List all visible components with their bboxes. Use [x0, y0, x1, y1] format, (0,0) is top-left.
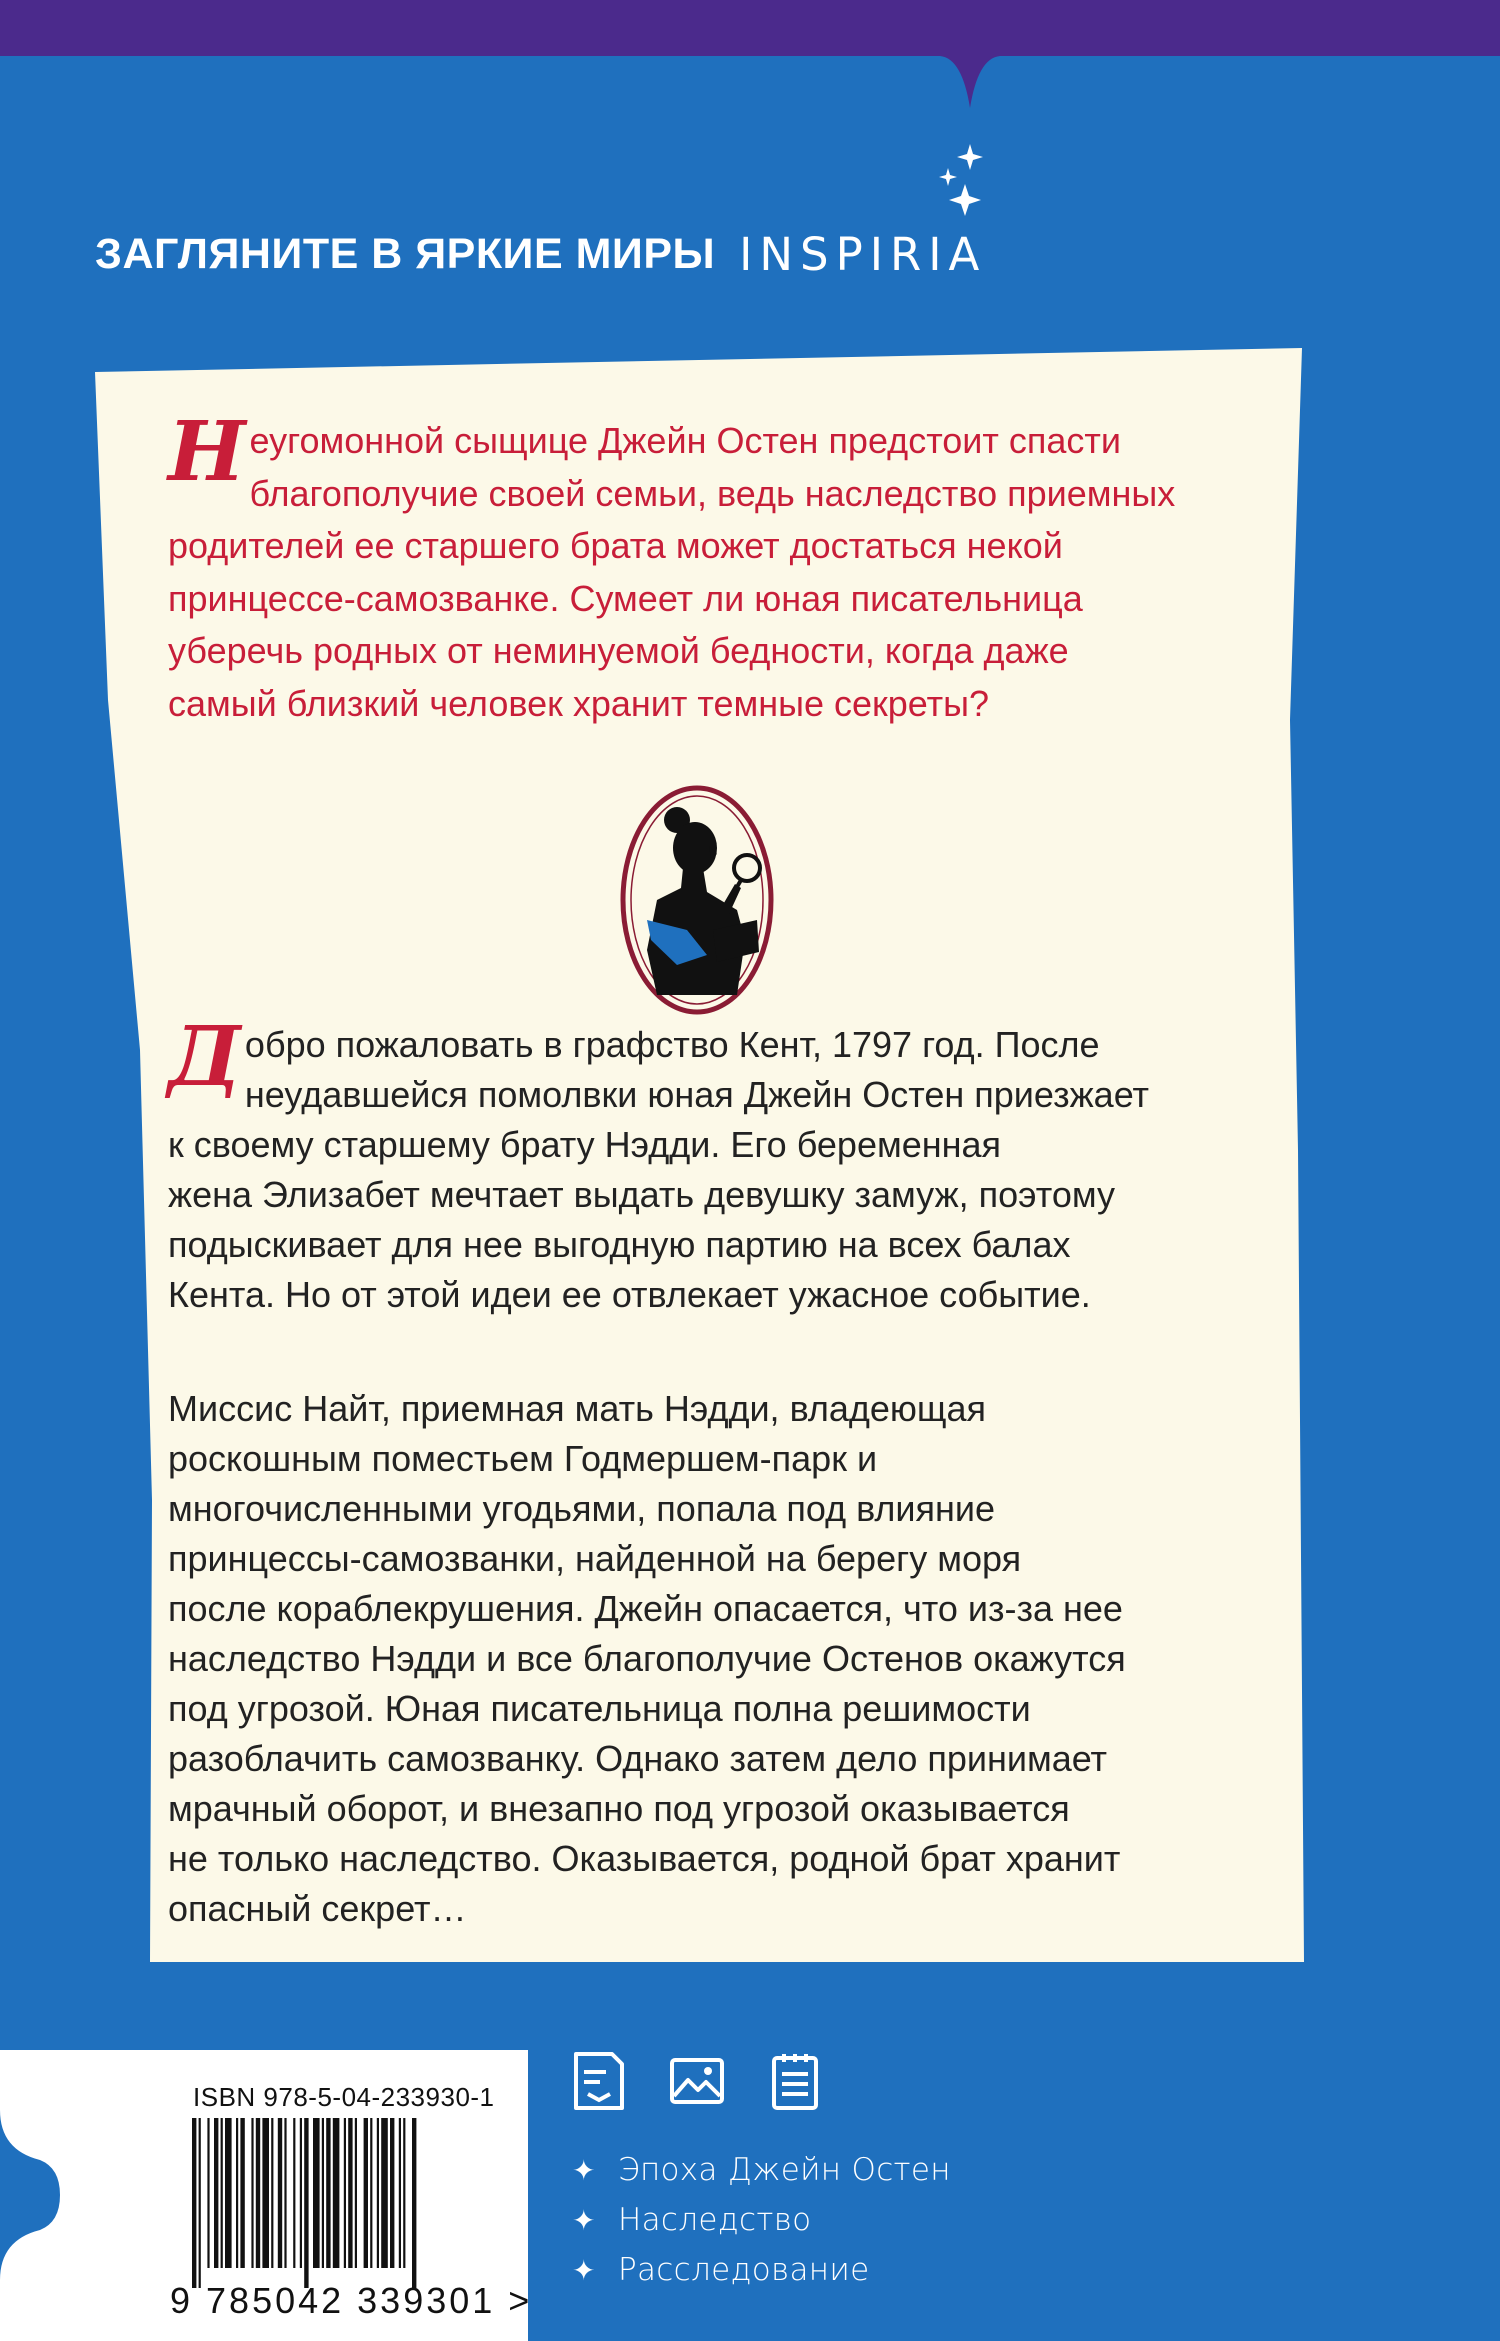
intro-line: обро пожаловать в графство Кент, 1797 год. После [244, 1024, 1100, 1065]
format-icons [570, 2050, 824, 2112]
tag-item [572, 2195, 951, 2245]
plot-line: опасный секрет… [168, 1888, 467, 1929]
plot-line: мрачный оборот, и внезапно под угрозой оказывается [168, 1788, 1070, 1829]
ebook-icon [570, 2050, 628, 2112]
tag-label: Эпоха Джейн Остен [618, 2152, 951, 2188]
intro-line: жена Элизабет мечтает выдать девушку замуж, поэтому [168, 1174, 1116, 1215]
plot-line: роскошным поместьем Годмершем-парк и [168, 1438, 878, 1479]
plot-line: разоблачить самозванку. Однако затем дело принимает [168, 1738, 1108, 1779]
tag-list [572, 2145, 951, 2295]
lead-line: благополучие своей семьи, ведь наследство приемных [249, 472, 1176, 514]
plot-line: многочисленными угодьями, попала под влияние [168, 1488, 996, 1529]
lead-line: родителей ее старшего брата может достаться некой [168, 525, 1063, 566]
tag-label: Расследование [618, 2252, 870, 2288]
image-icon [668, 2050, 726, 2112]
intro-line: подыскивает для нее выгодную партию на всех балах [168, 1224, 1071, 1265]
plot-line: после кораблекрушения. Джейн опасается, что из-за нее [168, 1588, 1123, 1629]
detective-silhouette-cameo-icon [617, 780, 777, 1020]
barcode-digits: 9 785042 339301 > [170, 2280, 533, 2321]
star-icon: ✦ [572, 2204, 596, 2236]
tag-label: Наследство [618, 2202, 812, 2238]
series-title: ЗАГЛЯНИТЕ В ЯРКИЕ МИРЫ [95, 229, 716, 278]
checklist-icon [766, 2050, 824, 2112]
lead-line: принцессе-самозванке. Сумеет ли юная писательница [168, 577, 1083, 619]
intro-line: Кента. Но от этой идеи ее отвлекает ужасное событие. [168, 1274, 1091, 1315]
intro-dropcap: Д [168, 1009, 241, 1105]
plot-line: принцессы-самозванки, найденной на берегу моря [168, 1538, 1022, 1579]
plot-line: не только наследство. Оказывается, родной брат хранит [168, 1838, 1121, 1879]
plot-paragraph [168, 1384, 1248, 1934]
tag-item [572, 2145, 951, 2195]
barcode [190, 2118, 500, 2293]
star-icon: ✦ [572, 2254, 596, 2286]
intro-line: к своему старшему брату Нэдди. Его беременная [168, 1124, 1002, 1165]
intro-line: неудавшейся помолвки юная Джейн Остен приезжает [244, 1074, 1150, 1115]
plot-line: под угрозой. Юная писательница полна решимости [168, 1688, 1031, 1729]
lead-line: самый близкий человек хранит темные секреты? [168, 682, 990, 724]
lead-paragraph [168, 404, 1248, 730]
star-icon: ✦ [572, 2154, 596, 2186]
isbn-label: ISBN 978-5-04-233930-1 [193, 2082, 495, 2112]
lead-line: уберечь родных от неминуемой бедности, когда даже [168, 630, 1069, 671]
series-brand: INSPIRIA [739, 227, 987, 281]
plot-line: Миссис Найт, приемная мать Нэдди, владеющая [168, 1388, 987, 1429]
intro-paragraph [168, 1009, 1248, 1320]
lead-dropcap: Н [168, 404, 246, 500]
lead-line: еугомонной сыщице Джейн Остен предстоит спасти [249, 420, 1122, 461]
tag-item [572, 2245, 951, 2295]
panel-notch [0, 2050, 60, 2341]
plot-line: наследство Нэдди и все благополучие Остенов окажутся [168, 1638, 1126, 1679]
